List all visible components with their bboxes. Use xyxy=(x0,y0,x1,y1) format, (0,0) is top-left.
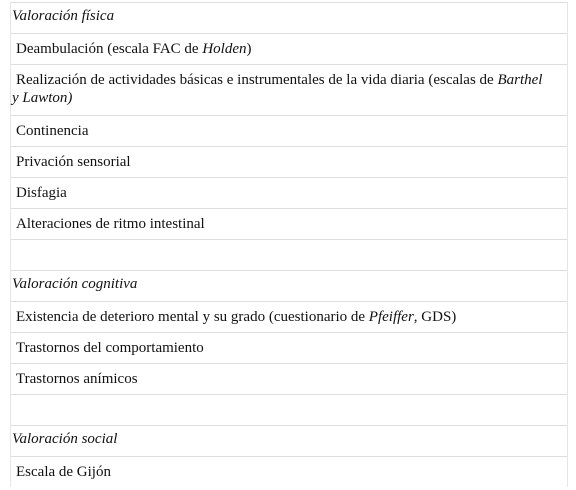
cell-text-tail: ) xyxy=(246,41,252,57)
cell-text-tail: , GDS) xyxy=(413,309,457,325)
section-header-cognitiva xyxy=(11,271,567,302)
cell-text: Deambulación (escala FAC de xyxy=(16,41,203,57)
table-row-deterioro xyxy=(11,302,567,333)
cell-text: Trastornos anímicos xyxy=(16,371,138,387)
cell-text: Existencia de deterioro mental y su grado (cuestionario de xyxy=(16,309,369,325)
assessment-table xyxy=(10,2,568,487)
table-row-continencia xyxy=(11,116,567,147)
table-row-animicos xyxy=(11,364,567,395)
section-header-social xyxy=(11,426,567,457)
table-row-empty xyxy=(11,240,567,271)
cell-text: Continencia xyxy=(16,123,89,139)
cell-emphasis: Pfeiffer xyxy=(368,309,414,325)
section-header-fisica xyxy=(11,3,567,34)
table-row-gijon xyxy=(11,457,567,487)
section-title: Valoración social xyxy=(12,431,118,447)
table-row-empty xyxy=(11,395,567,426)
table-row-ritmo xyxy=(11,209,567,240)
cell-emphasis-line2: y Lawton) xyxy=(12,90,73,106)
table-row-comportamiento xyxy=(11,333,567,364)
cell-text: Alteraciones de ritmo intestinal xyxy=(16,216,205,232)
cell-emphasis: Barthel xyxy=(497,72,543,88)
cell-emphasis: Holden xyxy=(202,41,247,57)
table-row-deambulacion xyxy=(11,34,567,65)
table-row-disfagia xyxy=(11,178,567,209)
cell-text: Disfagia xyxy=(16,185,67,201)
cell-text: Trastornos del comportamiento xyxy=(16,340,204,356)
cell-text: Privación sensorial xyxy=(16,154,131,170)
table-row-actividades xyxy=(11,65,567,116)
cell-text: Realización de actividades básicas e instrumentales de la vida diaria (escalas de xyxy=(16,72,498,88)
table-row-privacion xyxy=(11,147,567,178)
section-title: Valoración física xyxy=(12,8,115,24)
cell-text: Escala de Gijón xyxy=(16,464,111,480)
section-title: Valoración cognitiva xyxy=(12,276,138,292)
